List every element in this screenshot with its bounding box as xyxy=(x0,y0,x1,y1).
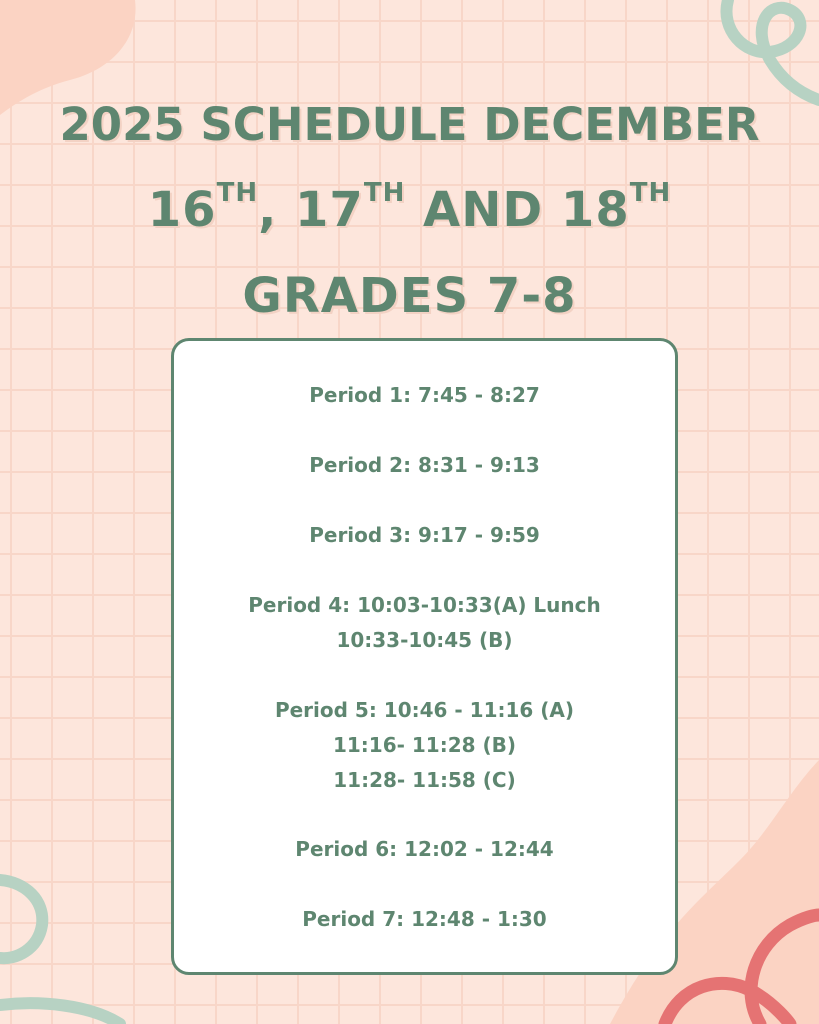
period-7 xyxy=(174,902,675,937)
date-17: 17 xyxy=(295,182,364,238)
title-line-2 xyxy=(0,178,819,238)
period-6-line-1: Period 6: 12:02 - 12:44 xyxy=(295,837,554,861)
date-16: 16 xyxy=(147,182,217,238)
date-18-suffix: TH xyxy=(629,178,672,208)
bottom-left-squiggle-2 xyxy=(0,1003,120,1024)
period-6 xyxy=(174,832,675,867)
title-line-1: 2025 SCHEDULE DECEMBER xyxy=(59,98,760,151)
period-4-line-2: 10:33-10:45 (B) xyxy=(336,628,513,652)
period-2-line-1: Period 2: 8:31 - 9:13 xyxy=(309,453,540,477)
date-separator-1: , xyxy=(258,182,296,238)
period-4-line-1: Period 4: 10:03-10:33(A) Lunch xyxy=(248,593,601,617)
period-3-line-1: Period 3: 9:17 - 9:59 xyxy=(309,523,540,547)
period-4 xyxy=(174,588,675,658)
date-separator-2: AND xyxy=(405,182,561,238)
period-5-line-2: 11:16- 11:28 (B) xyxy=(332,733,517,757)
title-line-3: GRADES 7-8 xyxy=(242,268,577,324)
period-1-line-1: Period 1: 7:45 - 8:27 xyxy=(309,383,540,407)
period-2 xyxy=(174,448,675,483)
date-17-suffix: TH xyxy=(363,178,406,208)
date-16-suffix: TH xyxy=(216,178,259,208)
period-5-line-3: 11:28- 11:58 (C) xyxy=(333,768,516,792)
schedule-card xyxy=(171,338,678,975)
period-5-line-1: Period 5: 10:46 - 11:16 (A) xyxy=(274,698,575,722)
period-7-line-1: Period 7: 12:48 - 1:30 xyxy=(302,907,547,931)
period-1 xyxy=(174,378,675,413)
period-5 xyxy=(174,693,675,798)
date-18: 18 xyxy=(560,182,630,238)
bottom-left-squiggle xyxy=(0,880,42,958)
top-right-squiggle xyxy=(726,0,819,100)
period-3 xyxy=(174,518,675,553)
